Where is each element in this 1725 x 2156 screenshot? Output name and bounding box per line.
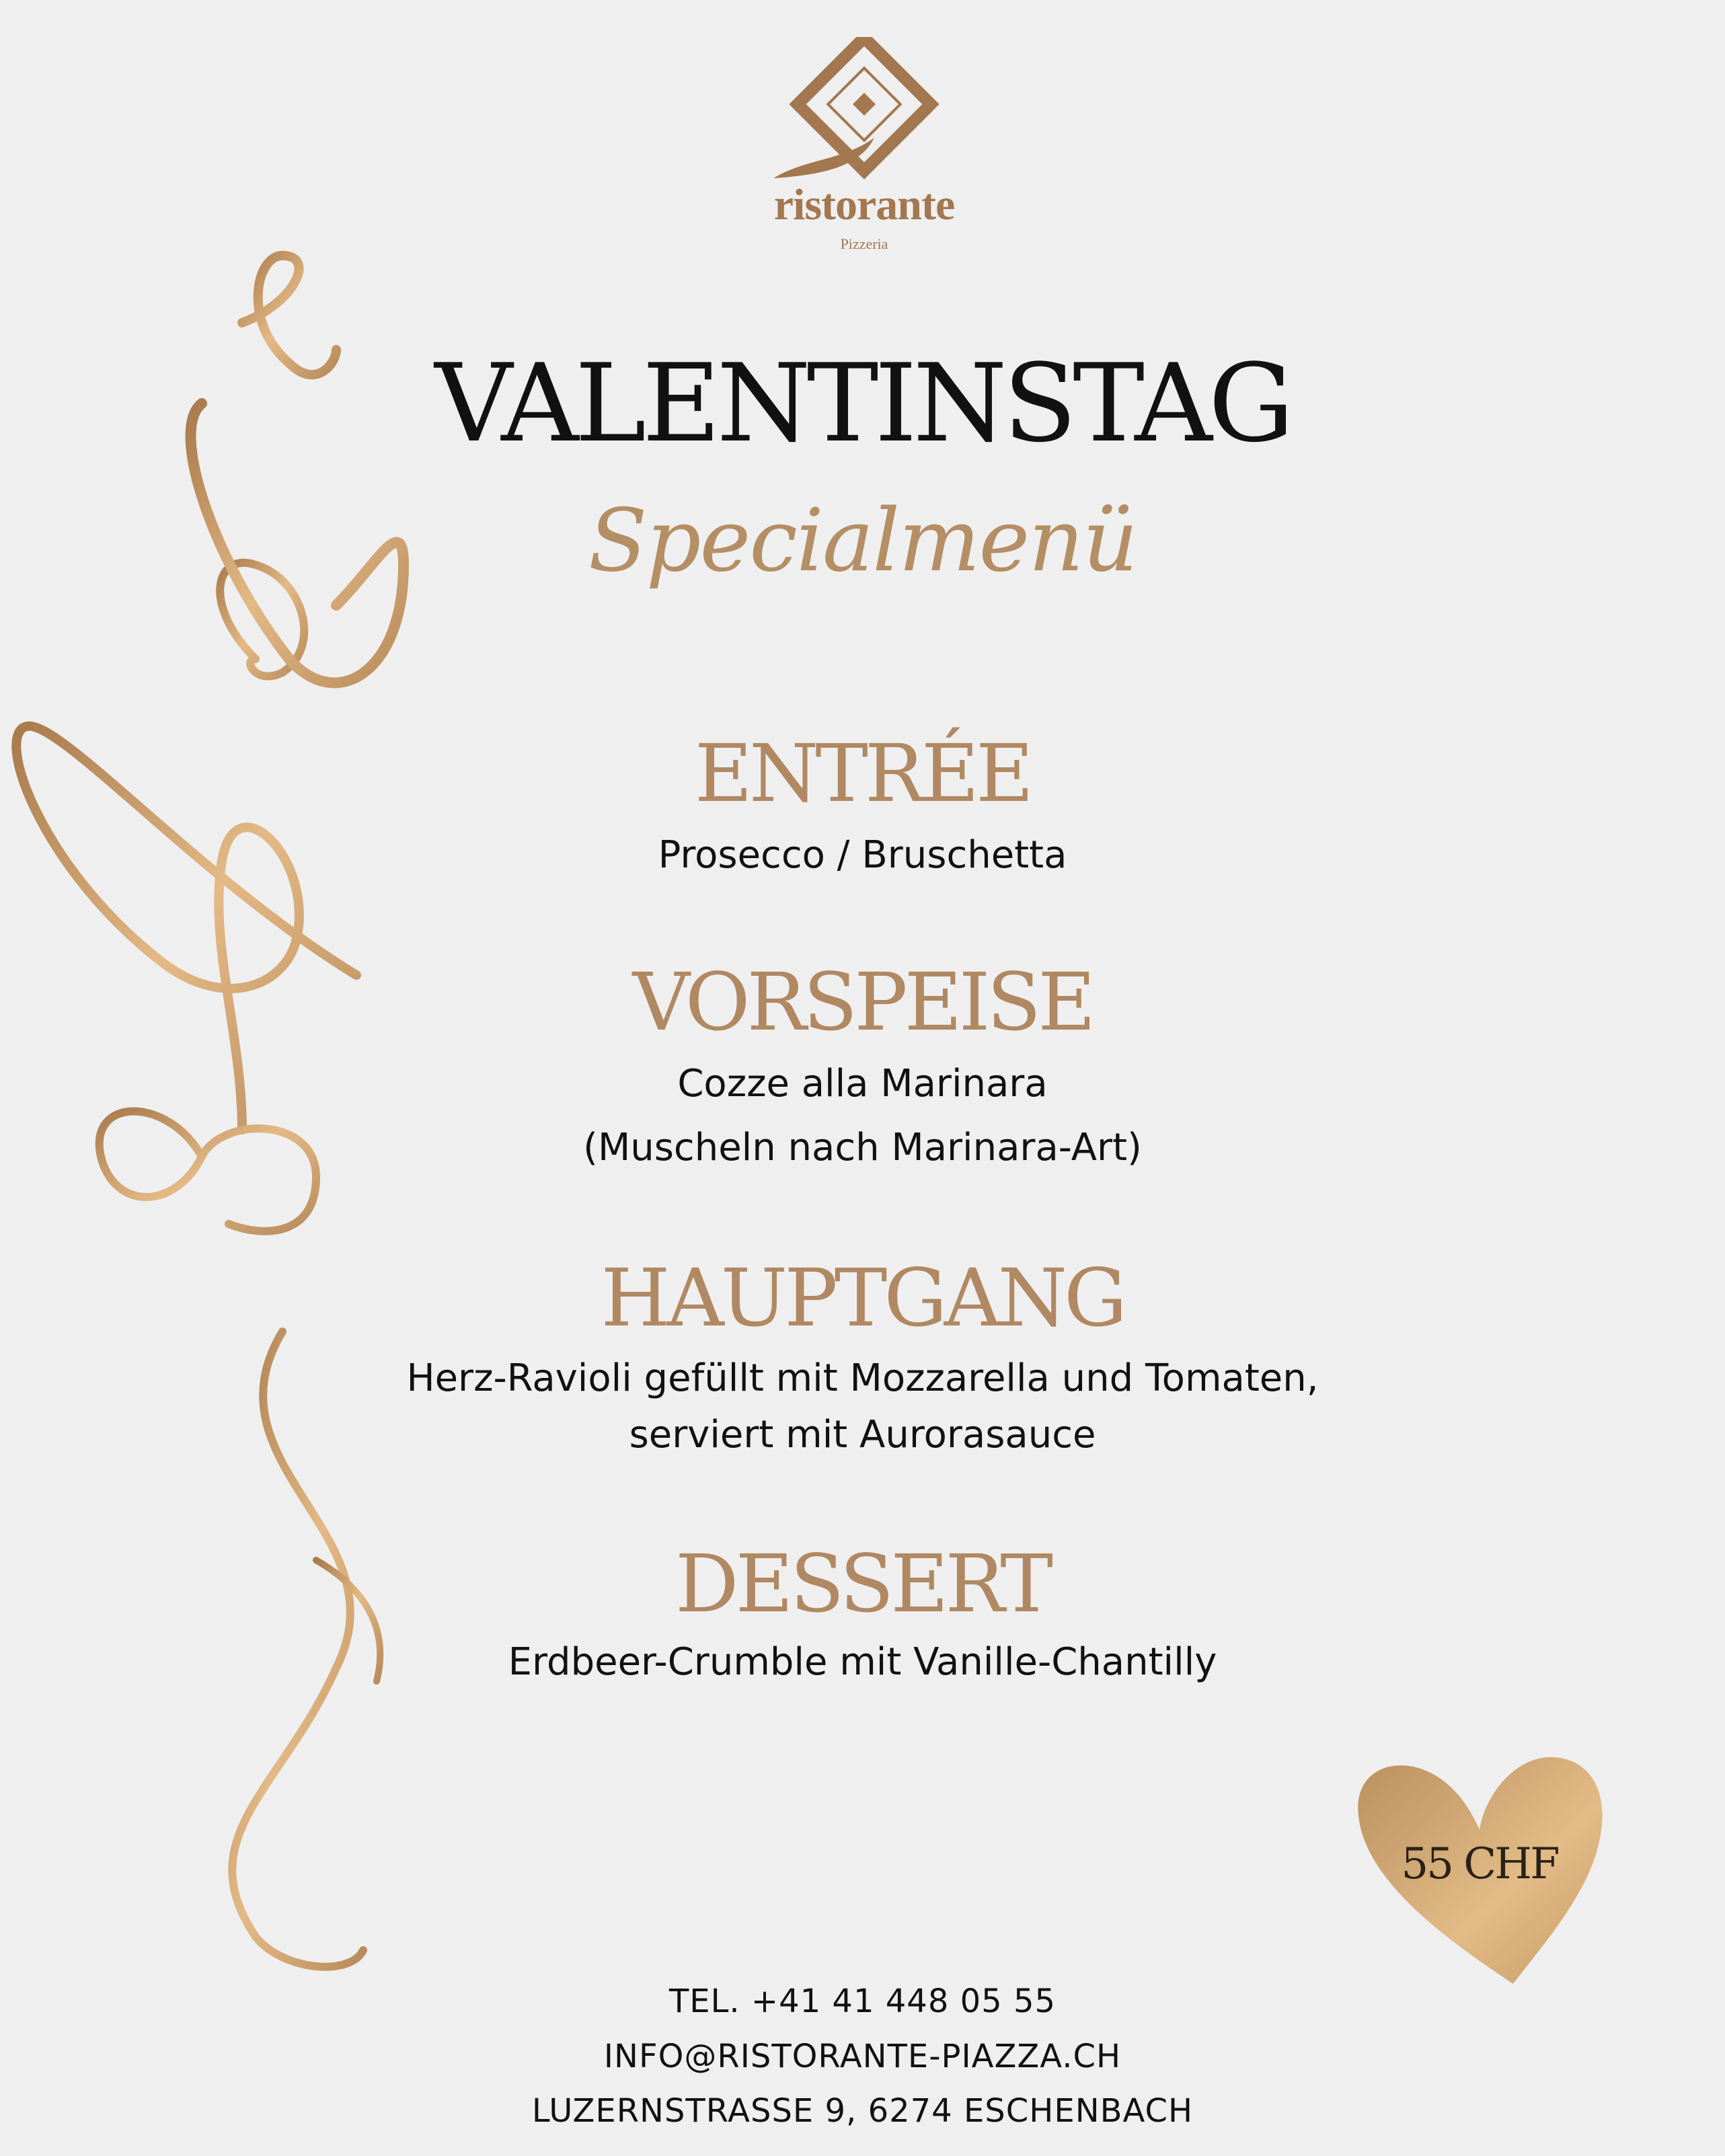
- restaurant-logo: [760, 37, 968, 252]
- course-dish: Cozze alla Marinara: [677, 1062, 1048, 1106]
- page-subtitle: Specialmenü: [588, 491, 1137, 591]
- course-dish: serviert mit Aurorasauce: [629, 1413, 1096, 1457]
- contact-email: INFO@RISTORANTE-PIAZZA.CH: [603, 2038, 1122, 2075]
- course-dish: Erdbeer-Crumble mit Vanille-Chantilly: [508, 1640, 1217, 1684]
- course-heading-vorspeise: VORSPEISE: [632, 956, 1093, 1048]
- logo-subtitle: Pizzeria: [840, 235, 888, 252]
- page-title: VALENTINSTAG: [434, 340, 1291, 466]
- contact-phone: TEL. +41 41 448 05 55: [668, 1982, 1057, 2020]
- logo-name: ristorante: [773, 180, 955, 229]
- logo-emblem-icon: [760, 37, 968, 185]
- course-dish: (Muscheln nach Marinara-Art): [583, 1126, 1142, 1169]
- course-heading-hauptgang: HAUPTGANG: [601, 1252, 1124, 1344]
- price-heart: [1352, 1748, 1607, 1991]
- course-heading-entree: ENTRÉE: [694, 727, 1031, 820]
- course-dish: Herz-Ravioli gefüllt mit Mozzarella und Tomaten,: [406, 1356, 1319, 1400]
- course-heading-dessert: DESSERT: [675, 1537, 1050, 1630]
- course-dish: Prosecco / Bruschetta: [658, 833, 1067, 877]
- contact-address: LUZERNSTRASSE 9, 6274 ESCHENBACH: [531, 2092, 1194, 2130]
- menu-price: 55 CHF: [1401, 1839, 1558, 1889]
